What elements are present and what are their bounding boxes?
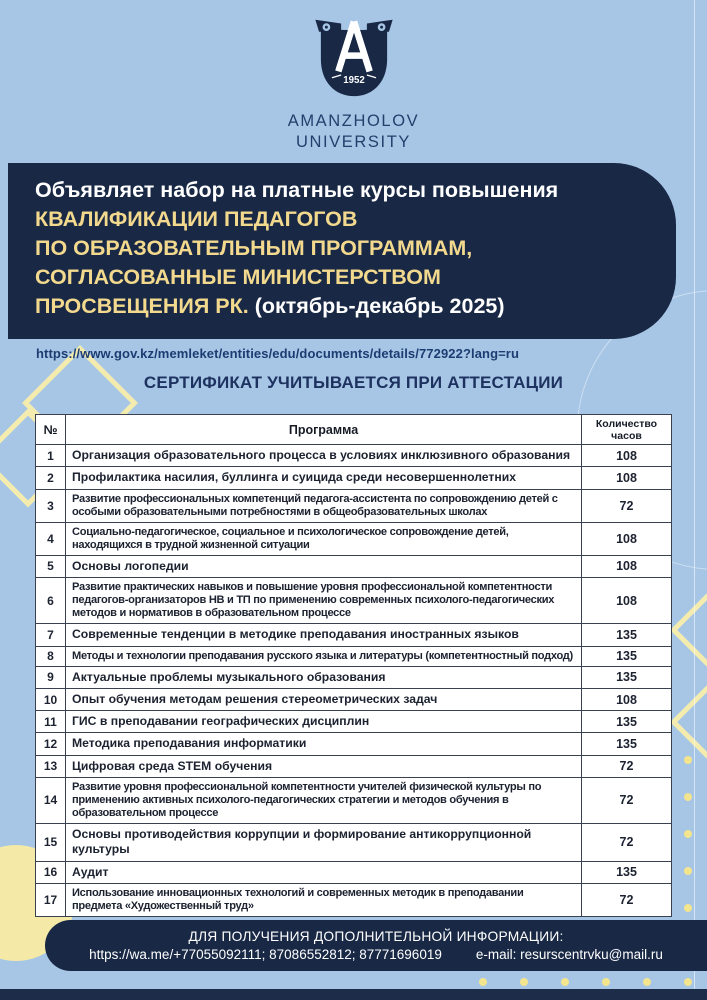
footer-contacts (45, 920, 707, 971)
program-hours: 135 (582, 733, 672, 755)
program-name: Методы и технологии преподавания русского языка и литературы (компетентностный подход) (66, 646, 582, 666)
row-number: 16 (36, 861, 66, 883)
row-number: 13 (36, 755, 66, 777)
dot-decoration (684, 904, 692, 912)
dot-decoration (684, 978, 692, 986)
program-hours: 72 (582, 755, 672, 777)
program-name: ГИС в преподавании географических дисциплин (66, 711, 582, 733)
whatsapp-phones-link[interactable]: https://wa.me/+77055092111; 87086552812; 87771696019 (89, 947, 442, 962)
program-hours: 135 (582, 861, 672, 883)
table-row (36, 489, 672, 522)
dot-decoration (561, 978, 569, 986)
announcement-banner (8, 163, 676, 339)
table-row (36, 666, 672, 688)
university-crest-icon (308, 18, 400, 108)
dot-decoration (520, 978, 528, 986)
table-row (36, 646, 672, 666)
program-hours: 72 (582, 489, 672, 522)
program-name: Социально-педагогическое, социальное и психологическое сопровождение детей, находящихся в трудной жизненной ситуации (66, 522, 582, 555)
table-row (36, 555, 672, 577)
university-logo (0, 18, 707, 150)
table-row (36, 522, 672, 555)
certificate-note: СЕРТИФИКАТ УЧИТЫВАЕТСЯ ПРИ АТТЕСТАЦИИ (143, 373, 564, 392)
program-hours: 135 (582, 711, 672, 733)
table-row (36, 688, 672, 710)
program-hours: 108 (582, 688, 672, 710)
email-link[interactable]: e-mail: resurscentrvku@mail.ru (475, 947, 663, 962)
banner-line-2: КВАЛИФИКАЦИИ ПЕДАГОГОВ (35, 207, 358, 231)
program-name: Аудит (66, 861, 582, 883)
program-hours: 72 (582, 883, 672, 916)
gov-link[interactable]: https://www.gov.kz/memleket/entities/edu/documents/details/772922?lang=ru (36, 346, 520, 361)
header-program: Программа (66, 415, 582, 445)
table-row (36, 824, 672, 862)
program-hours: 108 (582, 467, 672, 489)
program-name: Использование инновационных технологий и современных методик в преподавании предмета «Художественный труд» (66, 883, 582, 916)
table-row (36, 755, 672, 777)
diamond-outline-decoration (670, 562, 707, 698)
table-row (36, 578, 672, 624)
program-name: Основы противодействия коррупции и формирование антикоррупционной культуры (66, 824, 582, 862)
row-number: 5 (36, 555, 66, 577)
footer-title: ДЛЯ ПОЛУЧЕНИЯ ДОПОЛНИТЕЛЬНОЙ ИНФОРМАЦИИ: (188, 929, 564, 944)
table-row (36, 467, 672, 489)
row-number: 4 (36, 522, 66, 555)
banner-line-1: Объявляет набор на платные курсы повышения (35, 178, 559, 202)
table-row (36, 883, 672, 916)
program-name: Профилактика насилия, буллинга и суицида среди несовершеннолетних (66, 467, 582, 489)
program-hours: 135 (582, 646, 672, 666)
table-row (36, 445, 672, 467)
row-number: 17 (36, 883, 66, 916)
table-row (36, 624, 672, 646)
dot-decoration (684, 867, 692, 875)
header-number: № (36, 415, 66, 445)
banner-line-5-yellow: ПРОСВЕЩЕНИЯ РК. (35, 294, 249, 318)
dot-decoration (643, 978, 651, 986)
row-number: 14 (36, 777, 66, 823)
banner-line-3: ПО ОБРАЗОВАТЕЛЬНЫМ ПРОГРАММАМ, (35, 236, 473, 260)
program-name: Развитие уровня профессиональной компетентности учителей физической культуры по применению активных психолого-педагогических стратегии и методов обучения в образовательном процессе (66, 777, 582, 823)
founded-year: 1952 (342, 75, 365, 87)
bottom-band-decoration (0, 989, 707, 1000)
row-number: 3 (36, 489, 66, 522)
program-hours: 72 (582, 777, 672, 823)
banner-period: (октябрь-декабрь 2025) (248, 294, 505, 318)
university-name-line1: AMANZHOLOV (287, 112, 420, 130)
program-name: Основы логопедии (66, 555, 582, 577)
banner-line-4: СОГЛАСОВАННЫЕ МИНИСТЕРСТВОМ (35, 265, 441, 289)
program-hours: 135 (582, 624, 672, 646)
program-hours: 135 (582, 666, 672, 688)
program-name: Современные тенденции в методике преподавания иностранных языков (66, 624, 582, 646)
program-hours: 108 (582, 522, 672, 555)
program-hours: 108 (582, 445, 672, 467)
program-name: Методика преподавания информатики (66, 733, 582, 755)
dot-decoration (684, 756, 692, 764)
row-number: 9 (36, 666, 66, 688)
row-number: 8 (36, 646, 66, 666)
row-number: 2 (36, 467, 66, 489)
table-row (36, 861, 672, 883)
program-name: Опыт обучения методам решения стереометрических задач (66, 688, 582, 710)
program-hours: 72 (582, 824, 672, 862)
program-name: Развитие профессиональных компетенций педагога-ассистента по сопровождению детей с особыми образовательными потребностями в общеобразовательных школах (66, 489, 582, 522)
program-name: Актуальные проблемы музыкального образования (66, 666, 582, 688)
program-name: Цифровая среда STEM обучения (66, 755, 582, 777)
program-hours: 108 (582, 578, 672, 624)
program-hours: 108 (582, 555, 672, 577)
row-number: 12 (36, 733, 66, 755)
dot-decoration (684, 793, 692, 801)
row-number: 10 (36, 688, 66, 710)
dot-decoration (602, 978, 610, 986)
programs-table (35, 414, 672, 917)
row-number: 15 (36, 824, 66, 862)
table-row (36, 733, 672, 755)
university-name-line2: UNIVERSITY (295, 133, 412, 151)
banner-line-5 (35, 292, 656, 321)
dot-decoration (684, 830, 692, 838)
header-hours: Количество часов (582, 415, 672, 445)
row-number: 1 (36, 445, 66, 467)
table-row (36, 711, 672, 733)
program-name: Развитие практических навыков и повышение уровня профессиональной компетентности педагогов-организаторов НВ и ТП по применению современных психолого-педагогических методов и нормативов в образовательном процессе (66, 578, 582, 624)
row-number: 11 (36, 711, 66, 733)
program-name: Организация образовательного процесса в условиях инклюзивного образования (66, 445, 582, 467)
footer-contact-line (89, 947, 663, 962)
table-row (36, 777, 672, 823)
diamond-outline-decoration (670, 654, 707, 790)
table-header-row (36, 415, 672, 445)
row-number: 7 (36, 624, 66, 646)
row-number: 6 (36, 578, 66, 624)
dot-decoration (479, 978, 487, 986)
